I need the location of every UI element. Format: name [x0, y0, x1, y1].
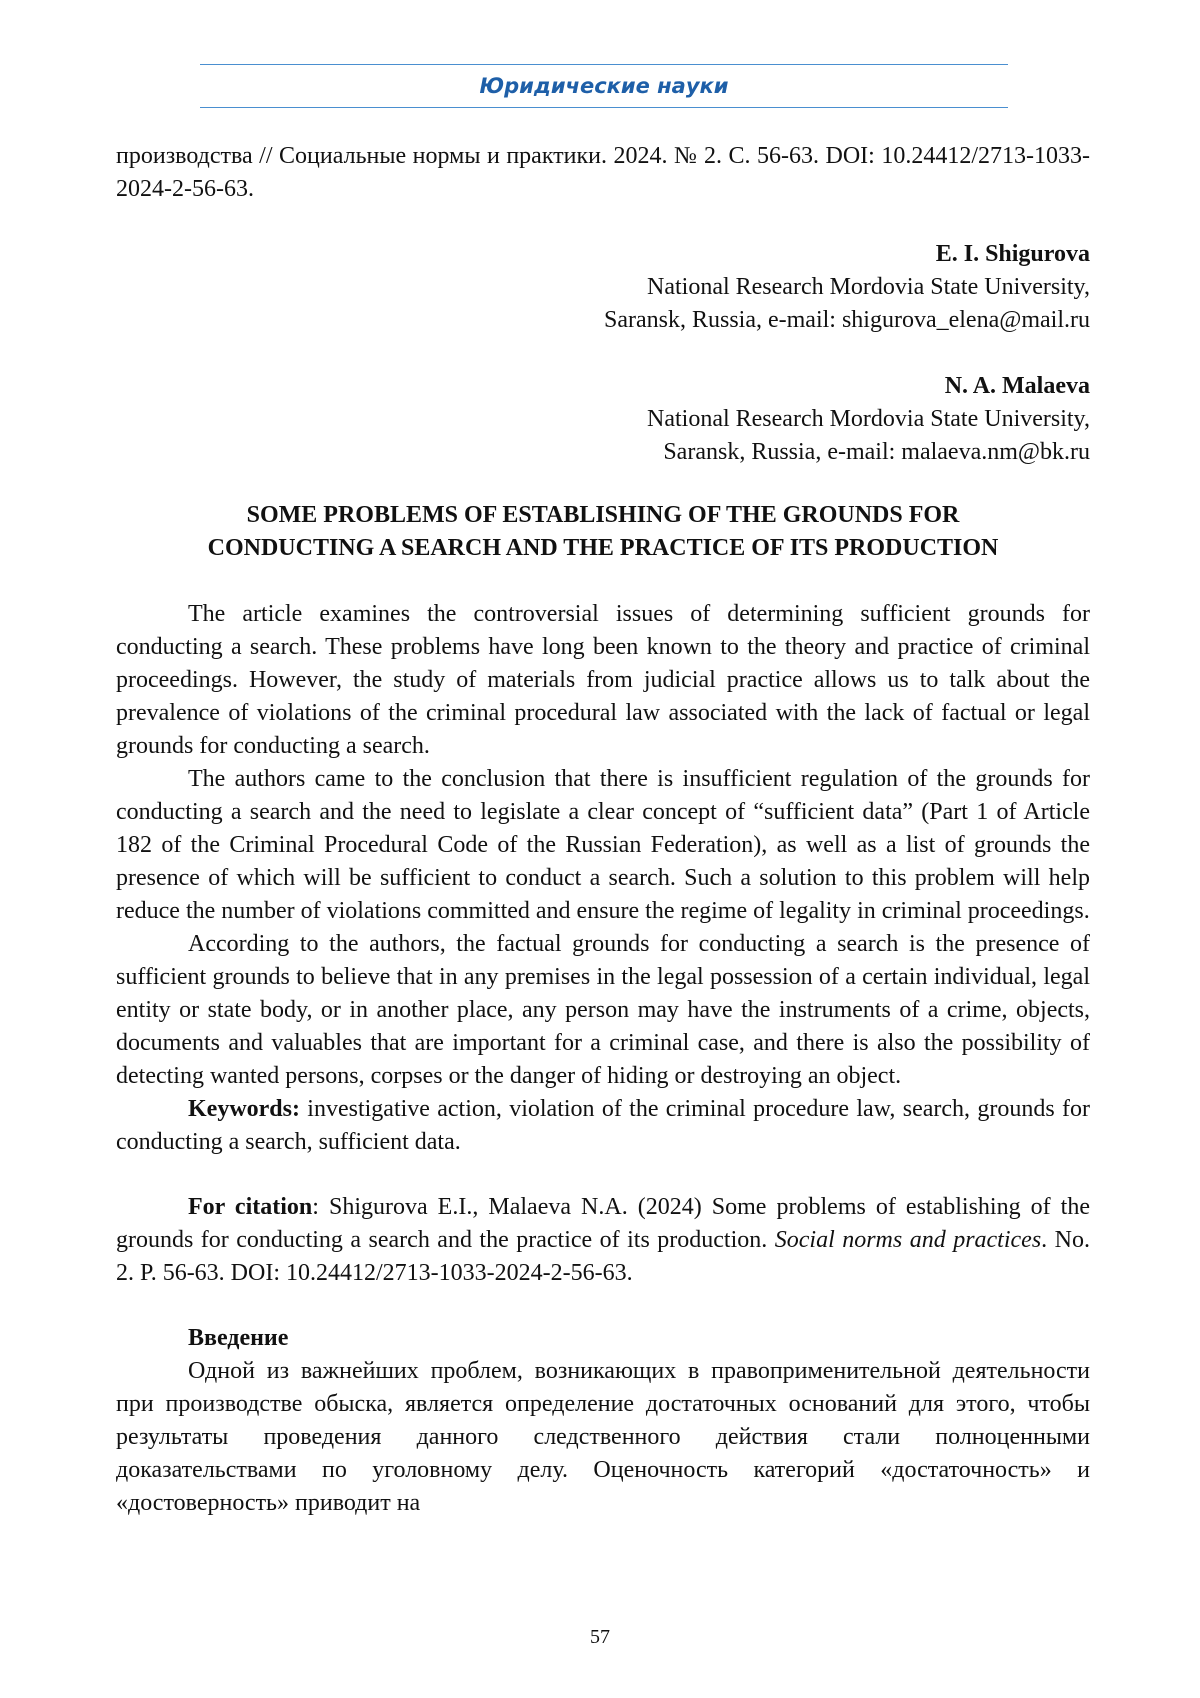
section-heading: Введение: [188, 1325, 289, 1351]
author-contact: Saransk, Russia, e-mail: malaeva.nm@bk.ru: [663, 439, 1090, 465]
keywords: [116, 1093, 1090, 1159]
citation-tail: . No. 2. P. 56-63. DOI: 10.24412/2713-1033-2024-2-56-63.: [116, 1227, 1090, 1286]
abstract-paragraph: The article examines the controversial issues of determining sufficient grounds for conducting a search. These problems have long been known to the theory and practice of criminal proceedings. However, the study of materials from judicial practice allows us to talk about the prevalence of violations of the criminal procedural law associated with the lack of factual or legal grounds for conducting a search.: [116, 601, 1090, 759]
author-contact: Saransk, Russia, e-mail: shigurova_elena@mail.ru: [604, 307, 1090, 333]
author-name: N. A. Malaeva: [944, 373, 1090, 399]
page-number: 57: [590, 1626, 610, 1648]
author-block-2: [116, 370, 1090, 469]
abstract-paragraph: According to the authors, the factual grounds for conducting a search is the presence of sufficient grounds to believe that in any premises in the legal possession of a certain individual, legal entity or state body, or in another place, any person may have the instruments of a crime, objects, documents and valuables that are important for a criminal case, and there is also the possibility of detecting wanted persons, corpses or the danger of hiding or destroying an object.: [116, 931, 1090, 1089]
citation-journal: Social norms and practices: [774, 1227, 1042, 1253]
article-title-line: SOME PROBLEMS OF ESTABLISHING OF THE GROUNDS FOR: [246, 502, 960, 528]
keywords-label: Keywords:: [188, 1096, 300, 1122]
introduction-paragraph: Одной из важнейших проблем, возникающих в правоприменительной деятельности при производстве обыска, является определение достаточных оснований для этого, чтобы результаты проведения данного следственного действия стали полноценными доказательствами по уголовному делу. Оценочность категорий «достаточность» и «достоверность» приводит на: [116, 1358, 1090, 1516]
keywords-text: investigative action, violation of the criminal procedure law, search, grounds for conducting a search, sufficient data.: [116, 1096, 1090, 1155]
author-name: E. I. Shigurova: [935, 241, 1090, 267]
citation-text: : Shigurova E.I., Malaeva N.A. (2024) Some problems of establishing of the grounds for conducting a search and the practice of its production.: [116, 1194, 1090, 1253]
author-affiliation: National Research Mordovia State University,: [647, 274, 1090, 300]
section-title: Юридические науки: [479, 74, 729, 98]
citation: [116, 1191, 1090, 1290]
article-title-line: CONDUCTING A SEARCH AND THE PRACTICE OF ITS PRODUCTION: [207, 535, 999, 561]
citation-label: For citation: [188, 1194, 313, 1220]
author-affiliation: National Research Mordovia State University,: [647, 406, 1090, 432]
article-title: [116, 499, 1090, 565]
author-block-1: [116, 238, 1090, 337]
running-header: [200, 64, 1008, 108]
carryover-reference: производства // Социальные нормы и практики. 2024. № 2. С. 56-63. DOI: 10.24412/2713-1033-2024-2-56-63.: [116, 143, 1090, 202]
abstract-paragraph: The authors came to the conclusion that there is insufficient regulation of the grounds for conducting a search and the need to legislate a clear concept of “sufficient data” (Part 1 of Article 182 of the Criminal Procedural Code of the Russian Federation), as well as a list of grounds the presence of which will be sufficient to conduct a search. Such a solution to this problem will help reduce the number of violations committed and ensure the regime of legality in criminal proceedings.: [116, 766, 1090, 924]
page-content: [116, 140, 1090, 1520]
